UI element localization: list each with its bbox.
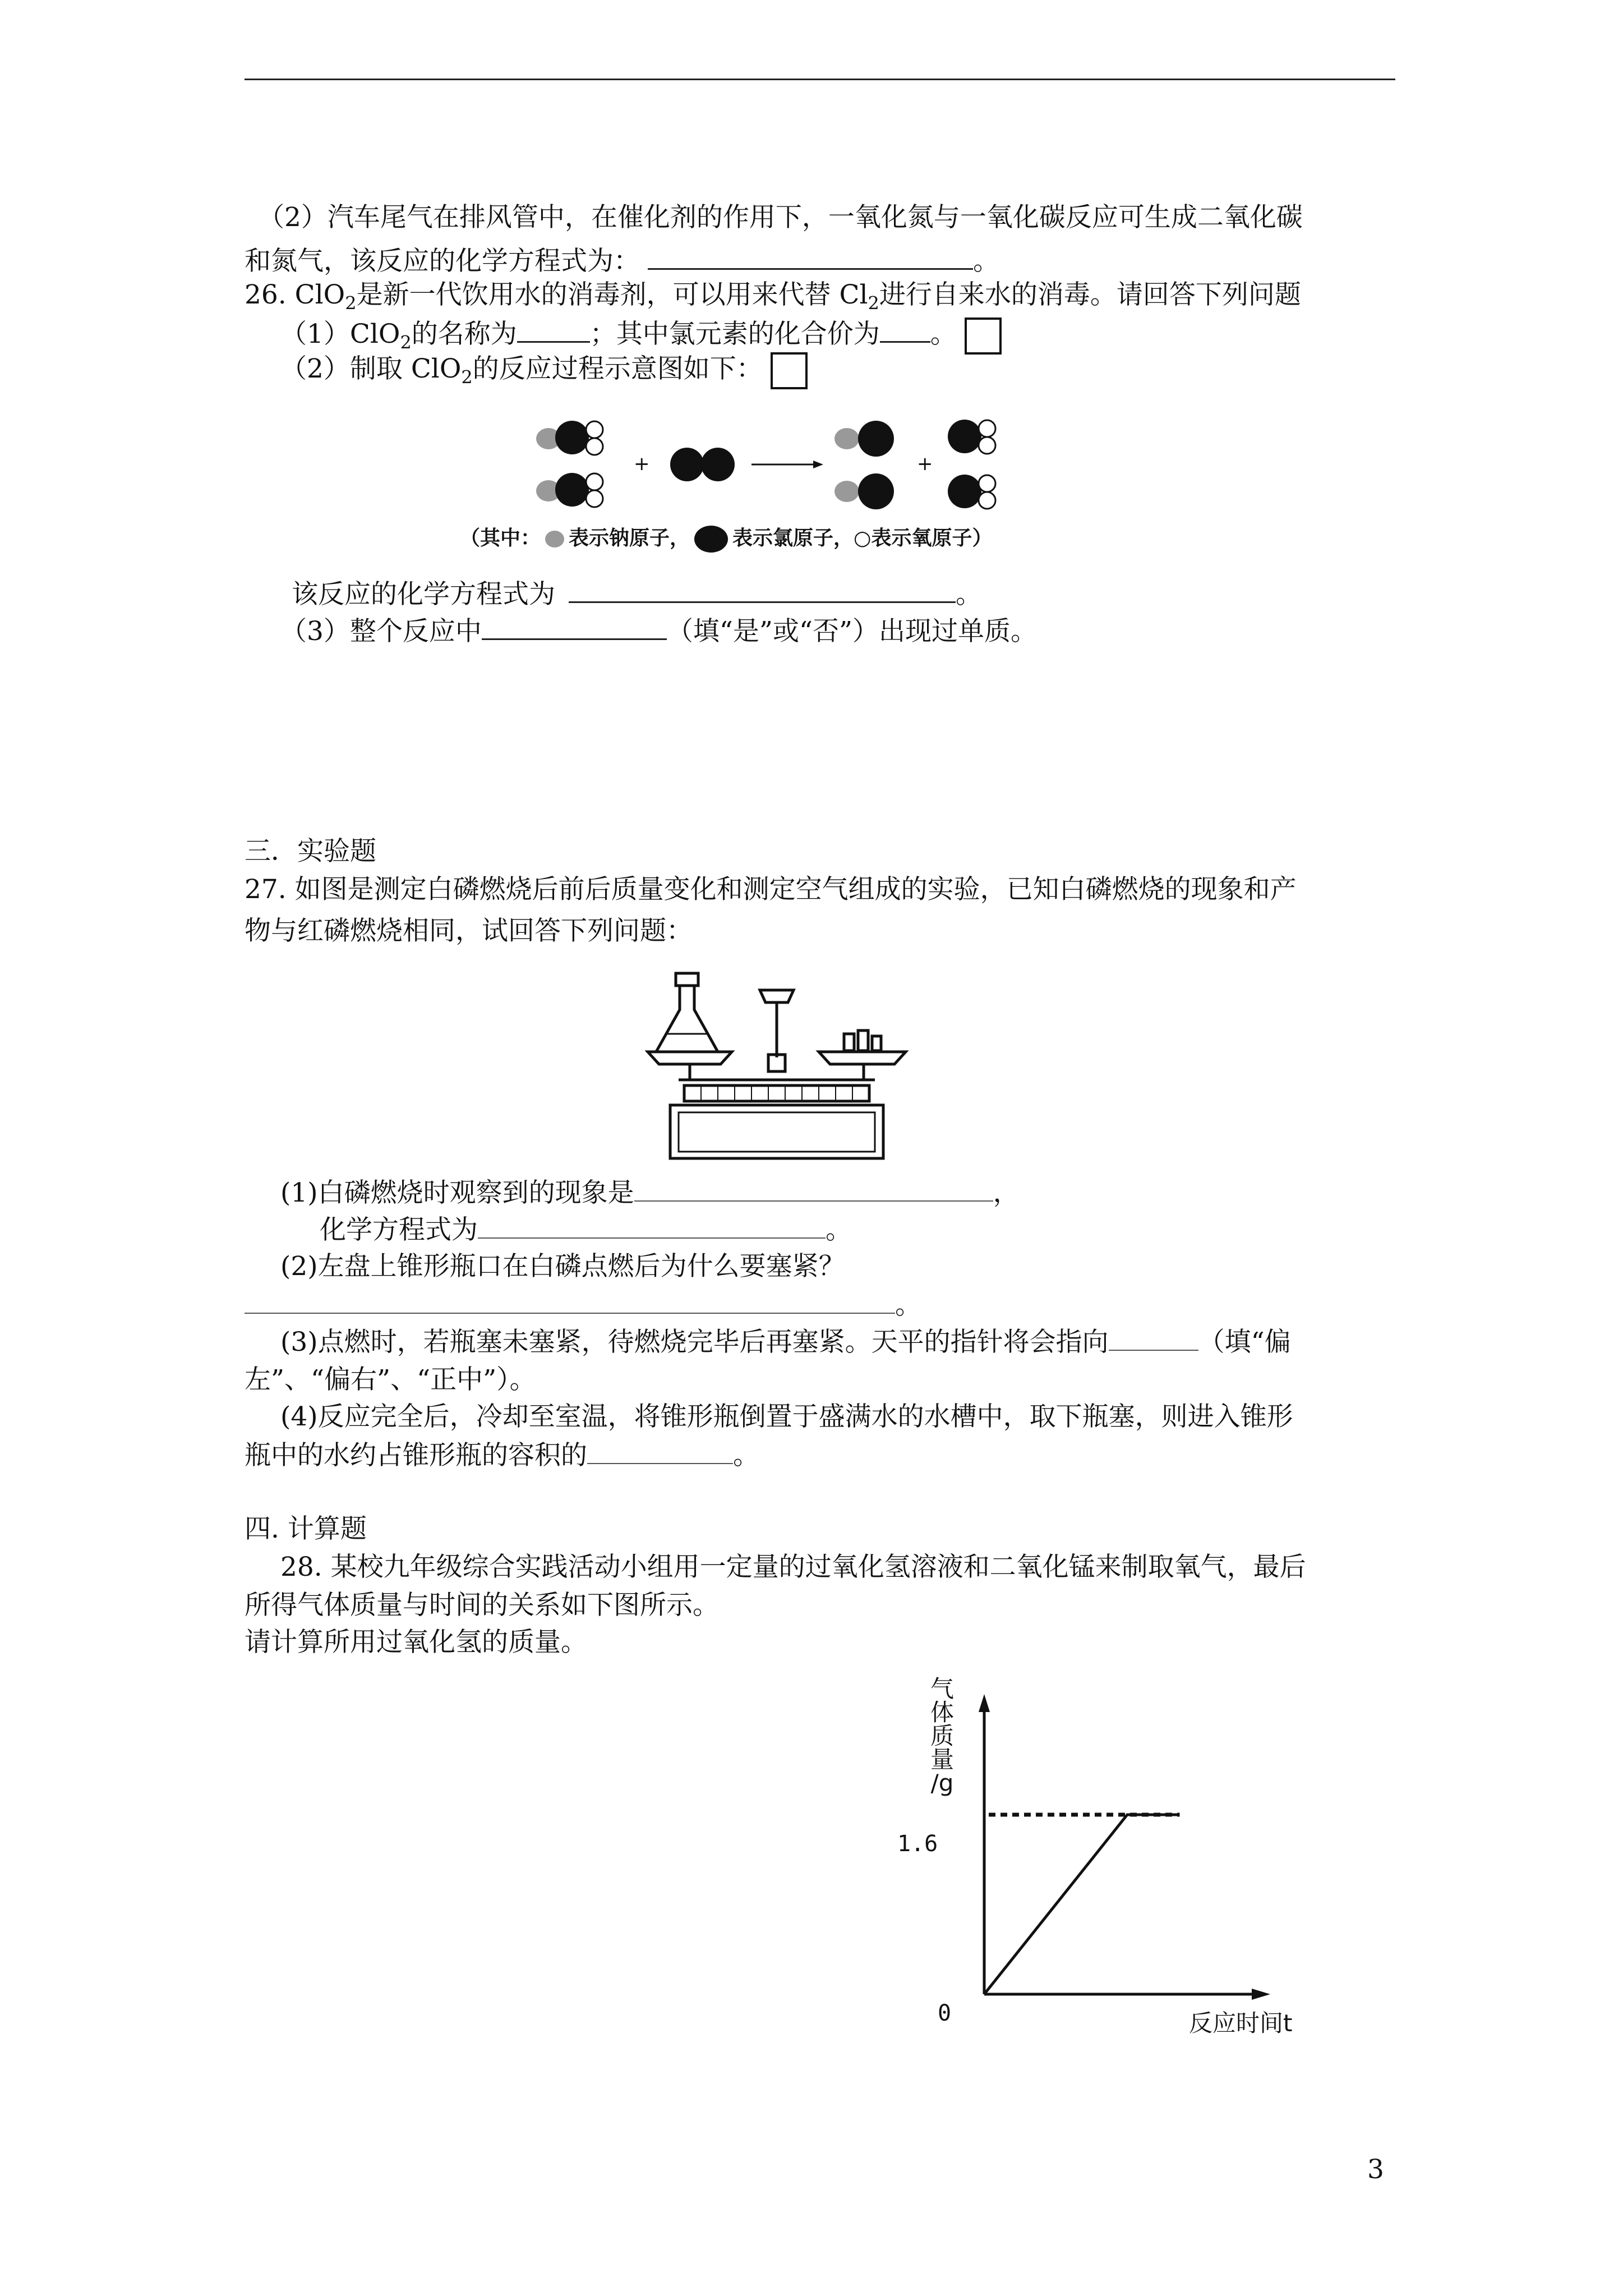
q27-stem-line2: 物与红磷燃烧相同，试回答下列问题： <box>245 915 693 946</box>
q26-part1: （1）ClO$_2$的名称为 ；其中氯元素的化合价为 。 <box>280 312 1002 355</box>
q25-part2-line1: （2）汽车尾气在排风管中，在催化剂的作用下，一氧化氮与一氧化碳反应可生成二氧化碳 <box>258 202 1303 233</box>
y-axis-label: 气 体 质 量 /g <box>930 1675 954 1797</box>
gas-mass-chart <box>875 1677 1324 2047</box>
section3-title: 三．实验题 <box>245 836 376 867</box>
product-nacl-molecule <box>834 473 894 509</box>
reactant-cl2-molecule <box>670 448 735 481</box>
q28-stem-line3: 请计算所用过氧化氢的质量。 <box>245 1627 587 1658</box>
conical-flask-icon <box>656 973 718 1052</box>
q27-part4-line2: 瓶中的水约占锥形瓶的容积的 。 <box>245 1435 759 1476</box>
q26-part2: （2）制取 ClO$_2$的反应过程示意图如下： <box>280 349 808 389</box>
q27-part3-line1: (3)点燃时，若瓶塞未塞紧，待燃烧完毕后再塞紧。天平的指针将会指向 （填“偏 <box>280 1322 1291 1363</box>
q28-stem-line1: 28. 某校九年级综合实践活动小组用一定量的过氧化氢溶液和二氧化锰来制取氧气，最后 <box>280 1552 1306 1582</box>
balance-pointer-icon <box>760 990 794 1071</box>
q27-part2-blank[interactable] <box>245 1285 895 1314</box>
reaction-arrow <box>751 461 823 468</box>
y-tick-label: 1.6 <box>897 1831 938 1857</box>
product-clo2-molecule <box>948 420 995 454</box>
header-rule <box>245 79 1395 80</box>
plus-sign: + <box>634 453 650 475</box>
reactant-naclo2-molecule <box>536 421 603 455</box>
x-axis-label: 反应时间t <box>1189 2009 1293 2037</box>
q26-part3-blank[interactable] <box>482 609 667 640</box>
q27-equation-blank[interactable] <box>478 1209 826 1239</box>
origin-label: 0 <box>938 2000 952 2026</box>
reaction-diagram <box>516 409 1032 522</box>
sodium-atom-icon <box>545 531 564 547</box>
left-pan-icon <box>648 1052 732 1064</box>
q27-phenomenon-blank[interactable] <box>634 1172 993 1202</box>
product-clo2-molecule <box>948 475 995 509</box>
section4-title: 四. 计算题 <box>245 1513 367 1544</box>
diagram-legend: （其中： 表示钠原子， 表示氯原子，○表示氧原子） <box>460 522 992 555</box>
q25-part2-line2: 和氮气，该反应的化学方程式为： 。 <box>245 239 999 282</box>
q27-part1b: 化学方程式为 。 <box>320 1209 852 1250</box>
q26-valence-blank[interactable] <box>880 312 930 343</box>
q26-equation-blank[interactable] <box>569 572 956 603</box>
q27-part3-line2: 左”、“偏右”、“正中”）。 <box>245 1364 536 1395</box>
q27-stem-line1: 27. 如图是测定白磷燃烧后前后质量变化和测定空气组成的实验，已知白磷燃烧的现象和产 <box>245 874 1297 905</box>
rider-scale-icon <box>684 1085 869 1101</box>
q27-part2-answer: 。 <box>245 1285 921 1326</box>
q28-stem-line2: 所得气体质量与时间的关系如下图所示。 <box>245 1590 719 1621</box>
q26-name-blank[interactable] <box>517 312 590 343</box>
q27-part4-line1: (4)反应完全后，冷却至室温，将锥形瓶倒置于盛满水的水槽中，取下瓶塞，则进入锥形 <box>280 1401 1293 1432</box>
balance-figure <box>645 968 909 1164</box>
reactant-naclo2-molecule <box>536 473 603 507</box>
q26-part1-checkbox[interactable] <box>965 318 1002 355</box>
q27-part4-blank[interactable] <box>587 1435 733 1464</box>
q26-part3: （3）整个反应中 （填“是”或“否”）出现过单质。 <box>280 609 1037 652</box>
right-pan-icon <box>819 1052 906 1064</box>
y-axis <box>979 1694 990 1994</box>
page-number: 3 <box>1367 2154 1384 2185</box>
product-nacl-molecule <box>834 421 894 457</box>
q27-part3-blank[interactable] <box>1109 1322 1198 1351</box>
plus-sign: + <box>917 453 933 475</box>
q26-part2-checkbox[interactable] <box>771 352 808 389</box>
q27-part1: (1)白磷燃烧时观察到的现象是 ， <box>280 1172 1020 1213</box>
q26-equation-line: 该反应的化学方程式为 。 <box>292 572 982 615</box>
q25-answer-blank[interactable] <box>648 239 973 270</box>
q26-stem: 26. ClO$_2$是新一代饮用水的消毒剂，可以用来代替 $Cl_2$进行自来水的消毒。请回答下列问题 <box>245 279 1301 314</box>
q27-part2: (2)左盘上锥形瓶口在白磷点燃后为什么要塞紧？ <box>280 1251 845 1282</box>
chlorine-atom-icon <box>694 526 728 553</box>
x-axis <box>984 1989 1270 2000</box>
weights-icon <box>844 1030 881 1051</box>
series-line <box>984 1815 1180 1994</box>
